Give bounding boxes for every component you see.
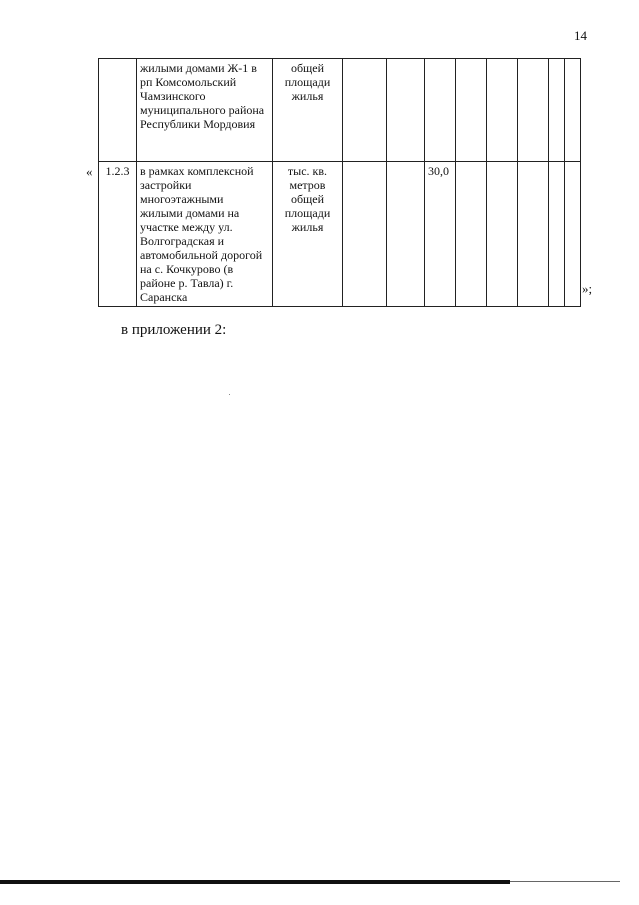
value-cell: [565, 59, 581, 162]
page-number: 14: [574, 28, 587, 43]
value-cell: [518, 162, 549, 307]
value-cell: [425, 59, 456, 162]
value-cell: [549, 59, 565, 162]
scan-speck: [229, 394, 230, 395]
value-cell: [387, 162, 425, 307]
opening-quote: «: [86, 164, 93, 179]
value-cell: [487, 59, 518, 162]
value-cell: [565, 162, 581, 307]
value-cell: [343, 162, 387, 307]
scan-edge-line: [0, 880, 510, 884]
value-cell: [549, 162, 565, 307]
row-unit-cell: общей площади жилья: [273, 59, 343, 162]
value-cell: 30,0: [425, 162, 456, 307]
value-cell: [387, 59, 425, 162]
data-table-container: [98, 58, 581, 307]
row-unit-cell: тыс. кв. метров общей площади жилья: [273, 162, 343, 307]
row-name-cell: в рамках комплексной застройки многоэтажными жилыми домами на участке между ул. Волгоградская и автомобильной дорогой на с. Кочкурово (в районе р. Тавла) г. Саранска: [137, 162, 273, 307]
closing-quote: »;: [582, 281, 593, 296]
row-number-cell: 1.2.3: [99, 162, 137, 307]
appendix-paragraph: в приложении 2:: [121, 322, 227, 338]
table-row: [99, 162, 581, 307]
data-table: [98, 58, 581, 307]
value-cell: [456, 59, 487, 162]
value-cell: [456, 162, 487, 307]
row-number-cell: [99, 59, 137, 162]
value-cell: [487, 162, 518, 307]
value-cell: [518, 59, 549, 162]
scan-edge-line-thin: [510, 881, 620, 882]
value-cell: [343, 59, 387, 162]
row-name-cell: жилыми домами Ж-1 в рп Комсомольский Чамзинского муниципального района Республики Мордовия: [137, 59, 273, 162]
table-row: [99, 59, 581, 162]
